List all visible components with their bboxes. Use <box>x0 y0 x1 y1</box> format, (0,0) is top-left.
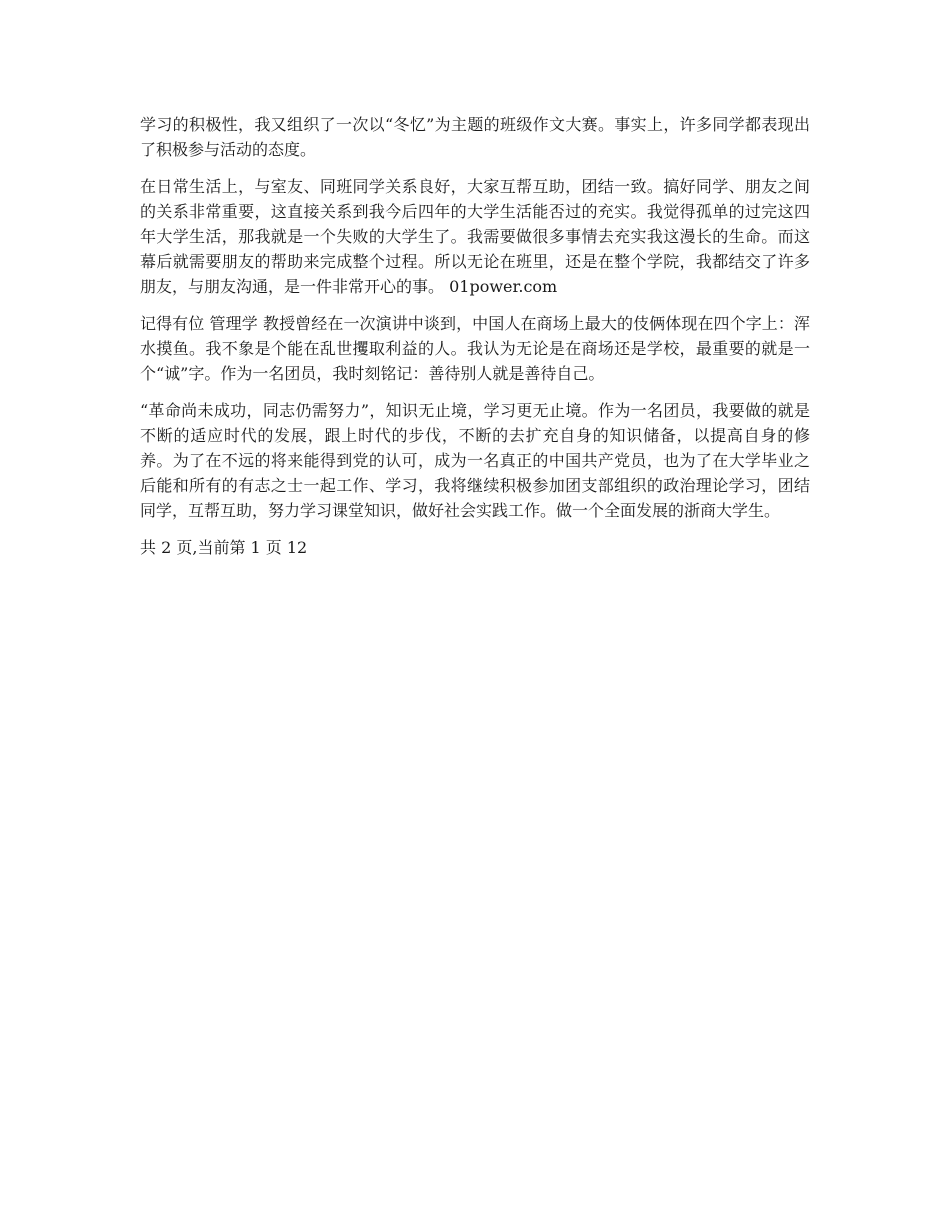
paragraph-4: “革命尚未成功，同志仍需努力”，知识无止境，学习更无止境。作为一名团员，我要做的就是不断的适应时代的发展，跟上时代的步伐，不断的去扩充自身的知识储备，以提高自身的修养。为了在不远的将来能得到党的认可，成为一名真正的中国共产党员，也为了在大学毕业之后能和所有的有志之士一起工作、学习，我将继续积极参加团支部组织的政治理论学习，团结同学，互帮互助，努力学习课堂知识，做好社会实践工作。做一个全面发展的浙商大学生。 <box>140 401 810 520</box>
page-indicator: 共 2 页,当前第 1 页 12 <box>140 538 308 557</box>
paragraph-1: 学习的积极性，我又组织了一次以“冬忆”为主题的班级作文大赛。事实上，许多同学都表现出了积极参与活动的态度。 <box>140 115 810 159</box>
document-page <box>140 112 810 560</box>
paragraph-3: 记得有位 管理学 教授曾经在一次演讲中谈到，中国人在商场上最大的伎俩体现在四个字上：浑水摸鱼。我不象是个能在乱世攫取利益的人。我认为无论是在商场还是学校，最重要的就是一个“诚”字。作为一名团员，我时刻铭记：善待别人就是善待自己。 <box>140 314 810 383</box>
paragraph-2: 在日常生活上，与室友、同班同学关系良好，大家互帮互助，团结一致。搞好同学、朋友之间的关系非常重要，这直接关系到我今后四年的大学生活能否过的充实。我觉得孤单的过完这四年大学生活，那我就是一个失败的大学生了。我需要做很多事情去充实我这漫长的生命。而这幕后就需要朋友的帮助来完成整个过程。所以无论在班里，还是在整个学院，我都结交了许多朋友，与朋友沟通，是一件非常开心的事。 01power.com <box>140 177 810 296</box>
